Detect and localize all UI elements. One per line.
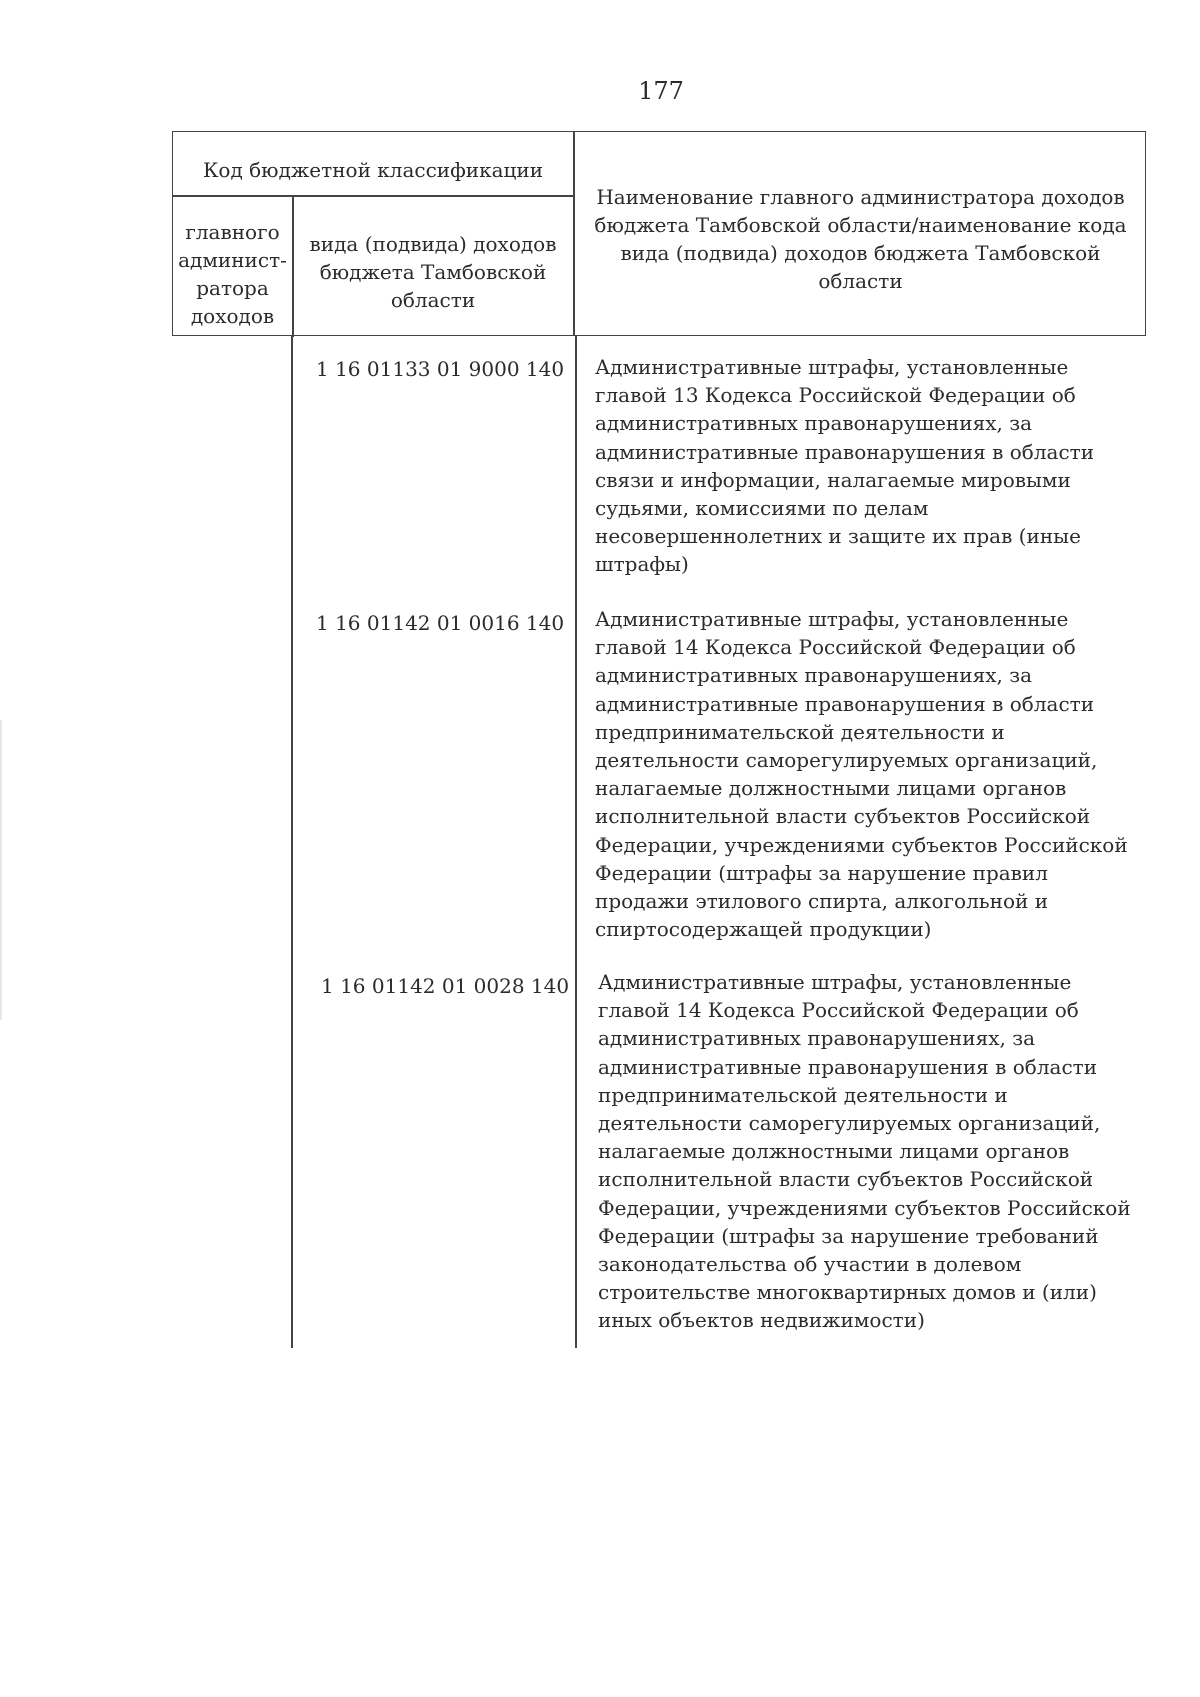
row-2-description: Административные штрафы, установленные главой 14 Кодекса Российской Федерации об административных правонарушениях, за административные правонарушения в области предпринимательской деятельности и деятельности саморегулируемых организаций, налагаемые должностными лицами органов исполнительной власти субъектов Российской Федерации, учреждениями субъектов Российской Федерации (штрафы за нарушение правил продажи этилового спирта, алкогольной и спиртосодержащей продукции) xyxy=(595,607,1128,942)
row-3-description: Административные штрафы, установленные главой 14 Кодекса Российской Федерации об административных правонарушениях, за административные правонарушения в области предпринимательской деятельности и деятельности саморегулируемых организаций, налагаемые должностными лицами органов исполнительной власти субъектов Российской Федерации, учреждениями субъектов Российской Федерации (штрафы за нарушение требований законодательства об участии в долевом строительстве многоквартирных домов и (или) иных объектов недвижимости) xyxy=(598,970,1131,1333)
header-name-column: Наименование главного администратора доходов бюджета Тамбовской области/наименование кода вида (подвида) доходов бюджета Тамбовской области xyxy=(594,185,1127,293)
body-divider-right xyxy=(575,336,577,1348)
scan-edge-mark xyxy=(0,720,2,1020)
row-1-code: 1 16 01133 01 9000 140 xyxy=(316,357,565,381)
table-header xyxy=(172,131,1146,336)
row-3-code: 1 16 01142 01 0028 140 xyxy=(321,974,570,998)
header-kind-column: вида (подвида) доходов бюджета Тамбовской области xyxy=(309,232,557,312)
row-2-code: 1 16 01142 01 0016 140 xyxy=(316,611,565,635)
body-divider-left xyxy=(291,336,293,1348)
header-admin-column: главного админист- ратора доходов xyxy=(178,220,287,328)
header-code-group: Код бюджетной классификации xyxy=(202,158,544,182)
row-1-description: Административные штрафы, установленные главой 13 Кодекса Российской Федерации об административных правонарушениях, за административные правонарушения в области связи и информации, налагаемые мировыми судьями, комиссиями по делам несовершеннолетних и защите их прав (иные штрафы) xyxy=(595,355,1095,577)
page-number: 177 xyxy=(638,77,684,105)
header-divider-group xyxy=(173,195,573,197)
